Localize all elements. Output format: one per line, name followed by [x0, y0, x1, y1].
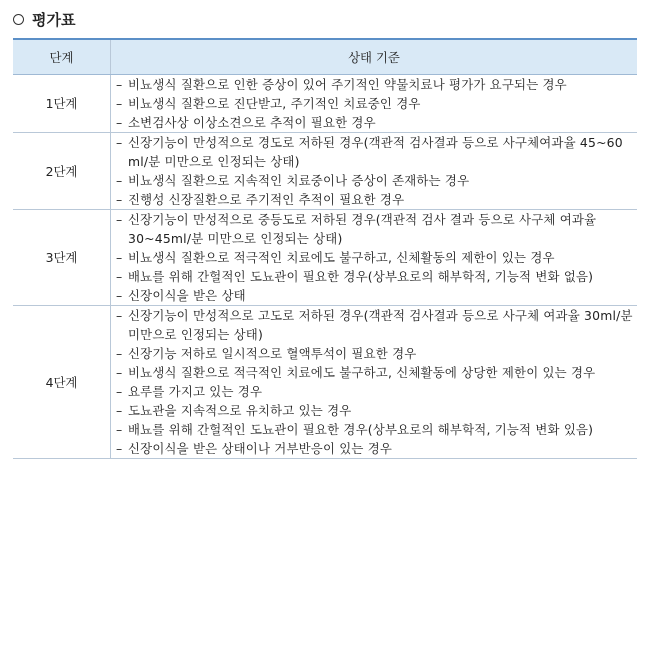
table-header-row	[13, 39, 637, 75]
criteria-item: – 비뇨생식 질환으로 적극적인 치료에도 불구하고, 신체활동에 상당한 제한이 있는 경우	[111, 363, 637, 382]
criteria-cell	[111, 75, 638, 133]
criteria-item: – 신장기능이 만성적으로 경도로 저하된 경우(객관적 검사결과 등으로 사구체여과율 45~60 ml/분 미만으로 인정되는 상태)	[111, 133, 637, 171]
criteria-item: – 도뇨관을 지속적으로 유치하고 있는 경우	[111, 401, 637, 420]
criteria-item: – 신장기능 저하로 일시적으로 혈액투석이 필요한 경우	[111, 344, 637, 363]
stage-cell: 1단계	[13, 75, 111, 133]
criteria-item: – 요루를 가지고 있는 경우	[111, 382, 637, 401]
criteria-item: – 비뇨생식 질환으로 인한 증상이 있어 주기적인 약물치료나 평가가 요구되는 경우	[111, 75, 637, 94]
section-title: 평가표	[32, 11, 76, 29]
stage-column-header: 단계	[13, 39, 111, 75]
stage-cell: 4단계	[13, 306, 111, 459]
circle-bullet-icon	[13, 14, 24, 25]
criteria-item: – 신장이식을 받은 상태이나 거부반응이 있는 경우	[111, 439, 637, 458]
criteria-column-header: 상태 기준	[111, 39, 638, 75]
stage-cell: 3단계	[13, 210, 111, 306]
criteria-item: – 배뇨를 위해 간헐적인 도뇨관이 필요한 경우(상부요로의 해부학적, 기능적 변화 없음)	[111, 267, 637, 286]
table-row	[13, 306, 637, 459]
criteria-item: – 배뇨를 위해 간헐적인 도뇨관이 필요한 경우(상부요로의 해부학적, 기능적 변화 있음)	[111, 420, 637, 439]
criteria-item: – 신장기능이 만성적으로 중등도로 저하된 경우(객관적 검사 결과 등으로 사구체 여과율 30~45ml/분 미만으로 인정되는 상태)	[111, 210, 637, 248]
stage-cell: 2단계	[13, 133, 111, 210]
criteria-cell	[111, 306, 638, 459]
criteria-item: – 비뇨생식 질환으로 지속적인 치료중이나 증상이 존재하는 경우	[111, 171, 637, 190]
criteria-item: – 신장이식을 받은 상태	[111, 286, 637, 305]
table-row	[13, 210, 637, 306]
criteria-item: – 신장기능이 만성적으로 고도로 저하된 경우(객관적 검사결과 등으로 사구체 여과율 30ml/분 미만으로 인정되는 상태)	[111, 306, 637, 344]
criteria-item: – 소변검사상 이상소견으로 추적이 필요한 경우	[111, 113, 637, 132]
section-heading	[13, 9, 75, 30]
table-row	[13, 133, 637, 210]
criteria-item: – 비뇨생식 질환으로 진단받고, 주기적인 치료중인 경우	[111, 94, 637, 113]
criteria-cell	[111, 210, 638, 306]
criteria-item: – 진행성 신장질환으로 주기적인 추적이 필요한 경우	[111, 190, 637, 209]
criteria-cell	[111, 133, 638, 210]
evaluation-table	[13, 38, 637, 459]
table-row	[13, 75, 637, 133]
criteria-item: – 비뇨생식 질환으로 적극적인 치료에도 불구하고, 신체활동의 제한이 있는 경우	[111, 248, 637, 267]
